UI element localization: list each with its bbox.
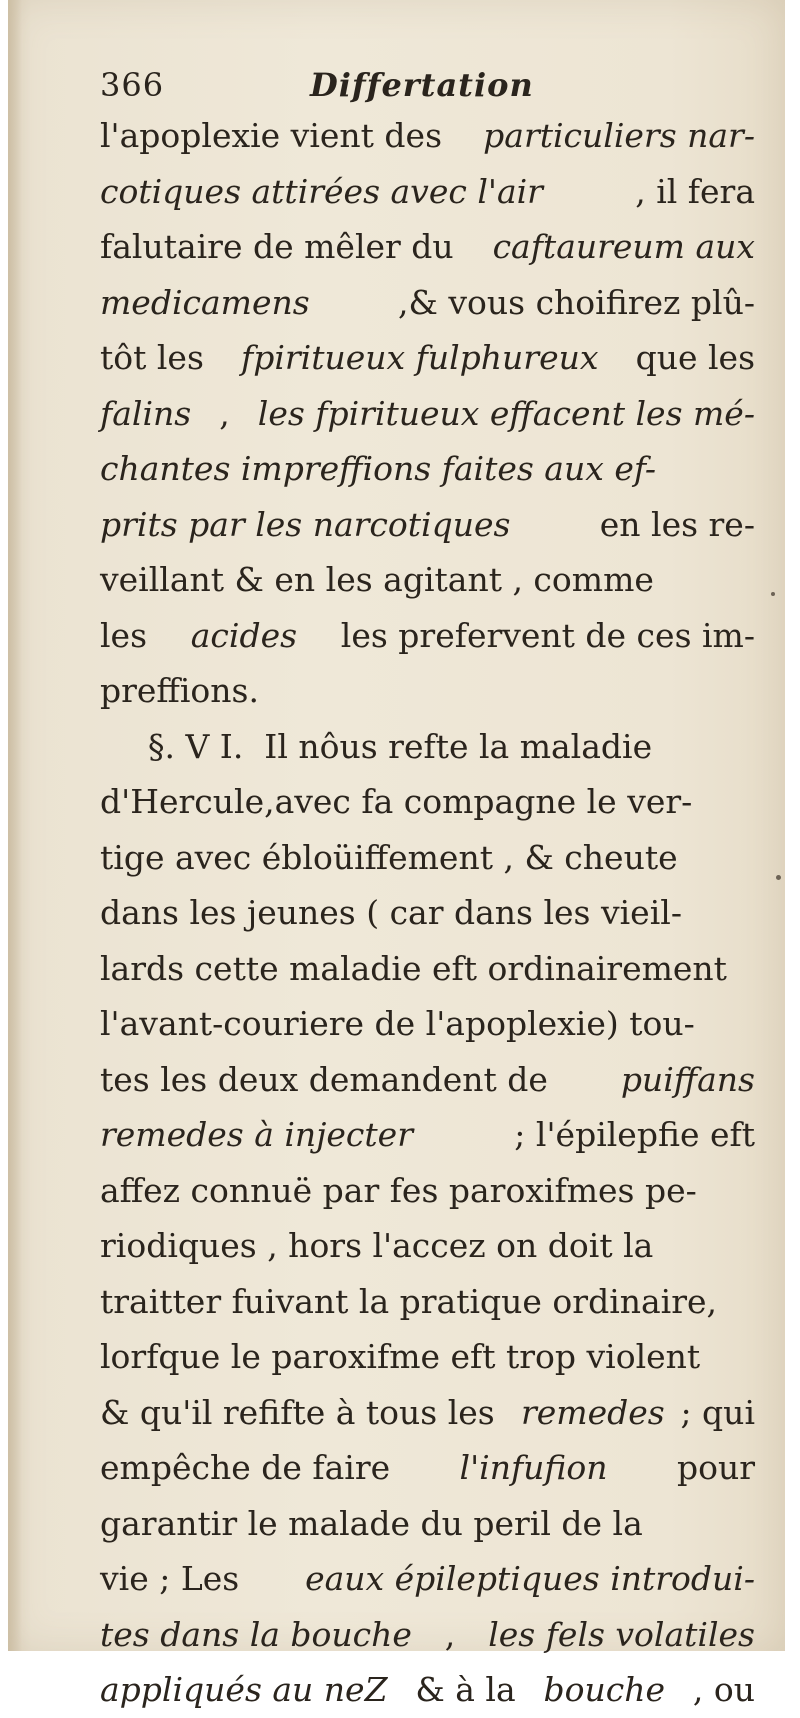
text-segment: §. V I. Il nôus refte la maladie [148, 726, 653, 766]
text-line [100, 1052, 755, 1108]
ink-speck [776, 875, 781, 880]
text-line [100, 1107, 755, 1163]
text-segment: , il fera [624, 171, 755, 211]
text-segment: empêche de faire [100, 1448, 401, 1487]
italic-text-segment: remedes à injecter [100, 1115, 413, 1154]
text-segment: & à la [404, 1670, 527, 1709]
text-line [100, 608, 755, 664]
italic-text-segment: appliqués au neZ [100, 1670, 388, 1709]
italic-text-segment: puiffans [620, 1059, 755, 1099]
text-line [100, 1329, 755, 1385]
italic-text-segment: cotiques attirées avec l'air [100, 171, 543, 211]
ink-speck [771, 592, 775, 596]
text-segment: les [100, 615, 158, 655]
page-gutter-shadow [8, 0, 22, 1651]
text-segment: ; qui [680, 1392, 755, 1432]
text-line [100, 552, 755, 608]
text-line [100, 497, 755, 553]
italic-text-segment: acides [190, 615, 298, 655]
italic-text-segment: eaux épileptiques introdui- [305, 1559, 755, 1598]
text-line [100, 108, 755, 164]
text-line [100, 386, 755, 442]
text-line [100, 1385, 755, 1441]
running-title: Differtation [310, 66, 534, 104]
text-line [100, 885, 755, 941]
italic-text-segment: fpiritueux fulphureux [241, 338, 599, 377]
italic-text-segment: bouche [543, 1670, 666, 1709]
text-segment: lards cette maladie eft ordinairement [100, 948, 727, 988]
italic-text-segment: prits par les narcotiques [100, 504, 511, 544]
book-page [8, 0, 785, 1709]
text-segment: affez connuë par fes paroxifmes pe- [100, 1170, 697, 1210]
text-segment: , ou [682, 1670, 755, 1709]
italic-text-segment: les fpiritueux effacent les mé- [257, 393, 755, 433]
text-segment: lorfque le paroxifme eft trop violent [100, 1337, 701, 1376]
scan-margin [785, 0, 800, 1651]
italic-text-segment: falins [100, 393, 192, 433]
text-line [100, 1163, 755, 1219]
italic-text-segment: particuliers nar- [483, 116, 755, 155]
text-segment: l'avant-couriere de l'apoplexie) tou- [100, 1004, 695, 1043]
italic-text-segment: chantes impreffions faites aux ef- [100, 449, 657, 488]
text-segment: tes les deux demandent de [100, 1059, 559, 1099]
italic-text-segment: caftaureum aux [492, 227, 755, 266]
text-line [100, 1551, 755, 1607]
text-segment: dans les jeunes ( car dans les vieil- [100, 893, 682, 932]
text-segment: d'Hercule,avec fa compagne le ver- [100, 782, 693, 821]
text-line [100, 1496, 755, 1552]
text-segment: tôt les [100, 338, 215, 377]
text-segment: & qu'il refifte à tous les [100, 1392, 506, 1432]
text-segment: les prefervent de ces im- [330, 615, 755, 655]
text-segment: traitter fuivant la pratique ordinaire, [100, 1281, 718, 1321]
text-segment: tige avec ébloüiffement , & cheute [100, 837, 678, 877]
text-line [100, 275, 755, 331]
text-line [100, 330, 755, 386]
body-text [100, 108, 755, 1718]
text-segment: vie ; Les [100, 1559, 250, 1598]
text-segment: que les [625, 338, 755, 377]
text-line [100, 1274, 755, 1330]
italic-text-segment: les fels volatiles [488, 1614, 755, 1654]
text-line [100, 719, 755, 775]
text-segment: veillant & en les agitant , comme [100, 560, 654, 599]
text-line [100, 1440, 755, 1496]
text-segment: en les re- [589, 504, 755, 544]
page-number: 366 [100, 66, 165, 104]
text-line [100, 1218, 755, 1274]
text-segment: garantir le malade du peril de la [100, 1503, 643, 1543]
italic-text-segment: l'infufion [459, 1448, 608, 1487]
text-segment: , [434, 1614, 466, 1654]
page-header [100, 62, 755, 106]
text-line [100, 663, 755, 719]
text-segment: falutaire de mêler du [100, 227, 465, 266]
text-segment: preffions. [100, 671, 259, 710]
text-segment: ,& vous choifirez plû- [387, 282, 755, 322]
page-text-block [100, 62, 755, 1718]
text-line [100, 774, 755, 830]
text-segment: ; l'épilepfie eft [503, 1115, 755, 1154]
text-line [100, 164, 755, 220]
italic-text-segment: tes dans la bouche [100, 1614, 412, 1654]
text-segment: pour [666, 1448, 755, 1487]
text-line [100, 996, 755, 1052]
text-line [100, 830, 755, 886]
text-line [100, 219, 755, 275]
text-segment: l'apoplexie vient des [100, 116, 453, 155]
text-line [100, 441, 755, 497]
text-line [100, 1662, 755, 1718]
text-line [100, 1607, 755, 1663]
italic-text-segment: medicamens [100, 282, 310, 322]
text-line [100, 941, 755, 997]
italic-text-segment: remedes [520, 1392, 665, 1432]
text-segment: , [208, 393, 241, 433]
text-segment: riodiques , hors l'accez on doit la [100, 1226, 654, 1265]
